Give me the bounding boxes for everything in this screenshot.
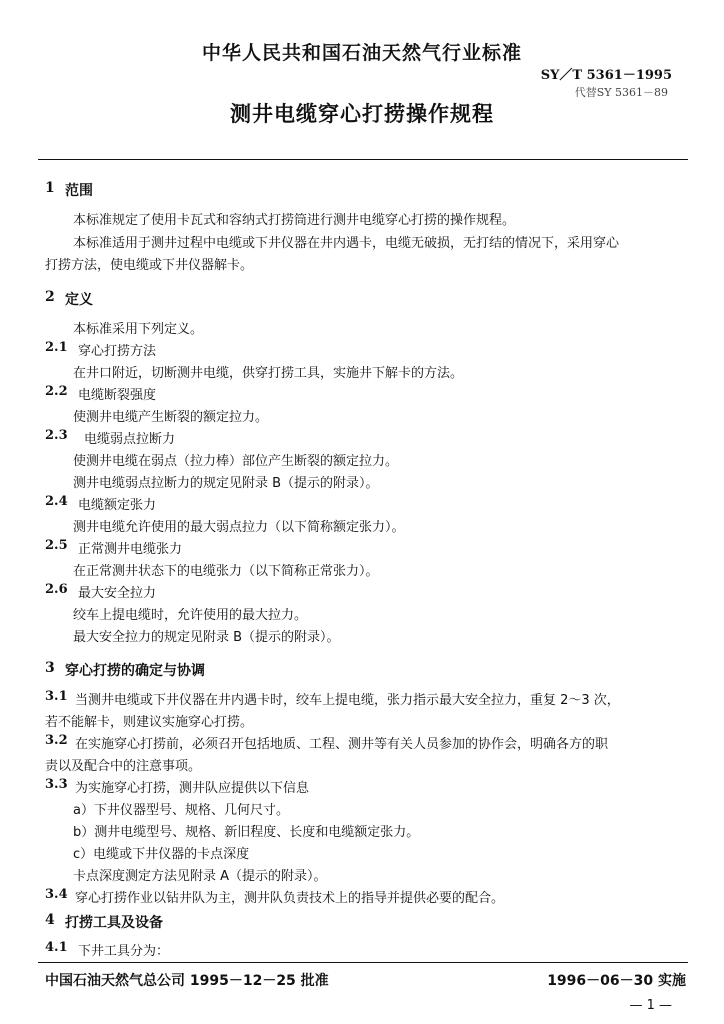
section-2-title: 定义 xyxy=(65,292,93,308)
def-2-4-title: 电缆额定张力 xyxy=(78,498,157,513)
clause-4-1-text: 下井工具分为： xyxy=(78,944,170,959)
page-number: — 1 — xyxy=(629,998,672,1013)
def-2-4-text: 测井电缆允许使用的最大弱点拉力（以下简称额定张力）。 xyxy=(73,520,405,535)
def-2-5-title: 正常测井电缆张力 xyxy=(78,542,183,557)
section-3-number: 3 xyxy=(45,660,55,676)
def-2-1-title: 穿心打捞方法 xyxy=(78,344,157,359)
def-2-1-number: 2.1 xyxy=(45,340,68,355)
clause-3-1-number: 3.1 xyxy=(45,689,68,704)
def-2-2-number: 2.2 xyxy=(45,384,68,399)
clause-3-2-text-2: 责以及配合中的注意事项。 xyxy=(45,759,202,774)
def-2-5-number: 2.5 xyxy=(45,538,68,553)
approval-date: 中国石油天然气总公司 1995－12－25 批准 xyxy=(45,973,329,989)
def-2-6-text-1: 绞车上提电缆时，允许使用的最大拉力。 xyxy=(73,608,308,623)
clause-3-3-number: 3.3 xyxy=(45,777,68,792)
clause-3-2-number: 3.2 xyxy=(45,733,68,748)
clause-3-4-number: 3.4 xyxy=(45,887,68,902)
def-2-3-title: 电缆弱点拉断力 xyxy=(84,432,176,447)
document-title: 测井电缆穿心打捞操作规程 xyxy=(230,102,494,126)
def-2-3-text-2: 测井电缆弱点拉断力的规定见附录 B（提示的附录）。 xyxy=(73,476,379,491)
top-divider xyxy=(38,159,688,160)
section-1-para-1: 本标准规定了使用卡瓦式和容纳式打捞筒进行测井电缆穿心打捞的操作规程。 xyxy=(73,213,516,228)
def-2-6-number: 2.6 xyxy=(45,582,68,597)
section-3-title: 穿心打捞的确定与协调 xyxy=(65,663,205,679)
clause-3-3-text: 为实施穿心打捞，测井队应提供以下信息 xyxy=(75,781,310,796)
clause-3-3-item-c: c）电缆或下井仪器的卡点深度 xyxy=(73,847,250,862)
section-4-number: 4 xyxy=(45,912,55,928)
section-1-para-2-line-1: 本标准适用于测井过程中电缆或下井仪器在井内遇卡，电缆无破损，无打结的情况下，采用穿心 xyxy=(73,236,620,251)
standard-code: SY／T 5361－1995 xyxy=(540,68,672,83)
section-1-title: 范围 xyxy=(65,183,93,199)
clause-3-3-note: 卡点深度测定方法见附录 A（提示的附录）。 xyxy=(73,869,327,884)
clause-4-1-number: 4.1 xyxy=(45,940,68,955)
section-4-title: 打捞工具及设备 xyxy=(65,915,163,931)
section-1-para-2-line-2: 打捞方法，使电缆或下井仪器解卡。 xyxy=(45,258,254,273)
section-2-number: 2 xyxy=(45,289,55,305)
section-2-intro: 本标准采用下列定义。 xyxy=(73,322,204,337)
clause-3-3-item-b: b）测井电缆型号、规格、新旧程度、长度和电缆额定张力。 xyxy=(73,825,420,840)
org-title: 中华人民共和国石油天然气行业标准 xyxy=(201,42,522,64)
clause-3-3-item-a: a）下井仪器型号、规格、几何尺寸。 xyxy=(73,803,289,818)
def-2-1-text: 在井口附近，切断测井电缆，供穿打捞工具，实施井下解卡的方法。 xyxy=(73,366,464,381)
clause-3-1-text-2: 若不能解卡，则建议实施穿心打捞。 xyxy=(45,715,254,730)
clause-3-1-text-1: 当测井电缆或下井仪器在井内遇卡时，绞车上提电缆，张力指示最大安全拉力，重复 2～3 次， xyxy=(75,693,620,708)
def-2-3-number: 2.3 xyxy=(45,428,68,443)
def-2-4-number: 2.4 xyxy=(45,494,68,509)
replaced-standard: 代替SY 5361－89 xyxy=(574,86,668,99)
def-2-5-text: 在正常测井状态下的电缆张力（以下简称正常张力）。 xyxy=(73,564,379,579)
def-2-2-text: 使测井电缆产生断裂的额定拉力。 xyxy=(73,410,269,425)
effective-date: 1996－06－30 实施 xyxy=(547,973,686,989)
bottom-divider xyxy=(38,962,688,963)
def-2-6-title: 最大安全拉力 xyxy=(78,586,157,601)
clause-3-4-text: 穿心打捞作业以钻井队为主，测井队负责技术上的指导并提供必要的配合。 xyxy=(75,891,505,906)
clause-3-2-text-1: 在实施穿心打捞前，必须召开包括地质、工程、测井等有关人员参加的协作会，明确各方的职 xyxy=(75,737,609,752)
def-2-6-text-2: 最大安全拉力的规定见附录 B（提示的附录）。 xyxy=(73,630,340,645)
def-2-2-title: 电缆断裂强度 xyxy=(78,388,157,403)
section-1-number: 1 xyxy=(45,180,55,196)
def-2-3-text-1: 使测井电缆在弱点（拉力棒）部位产生断裂的额定拉力。 xyxy=(73,454,399,469)
